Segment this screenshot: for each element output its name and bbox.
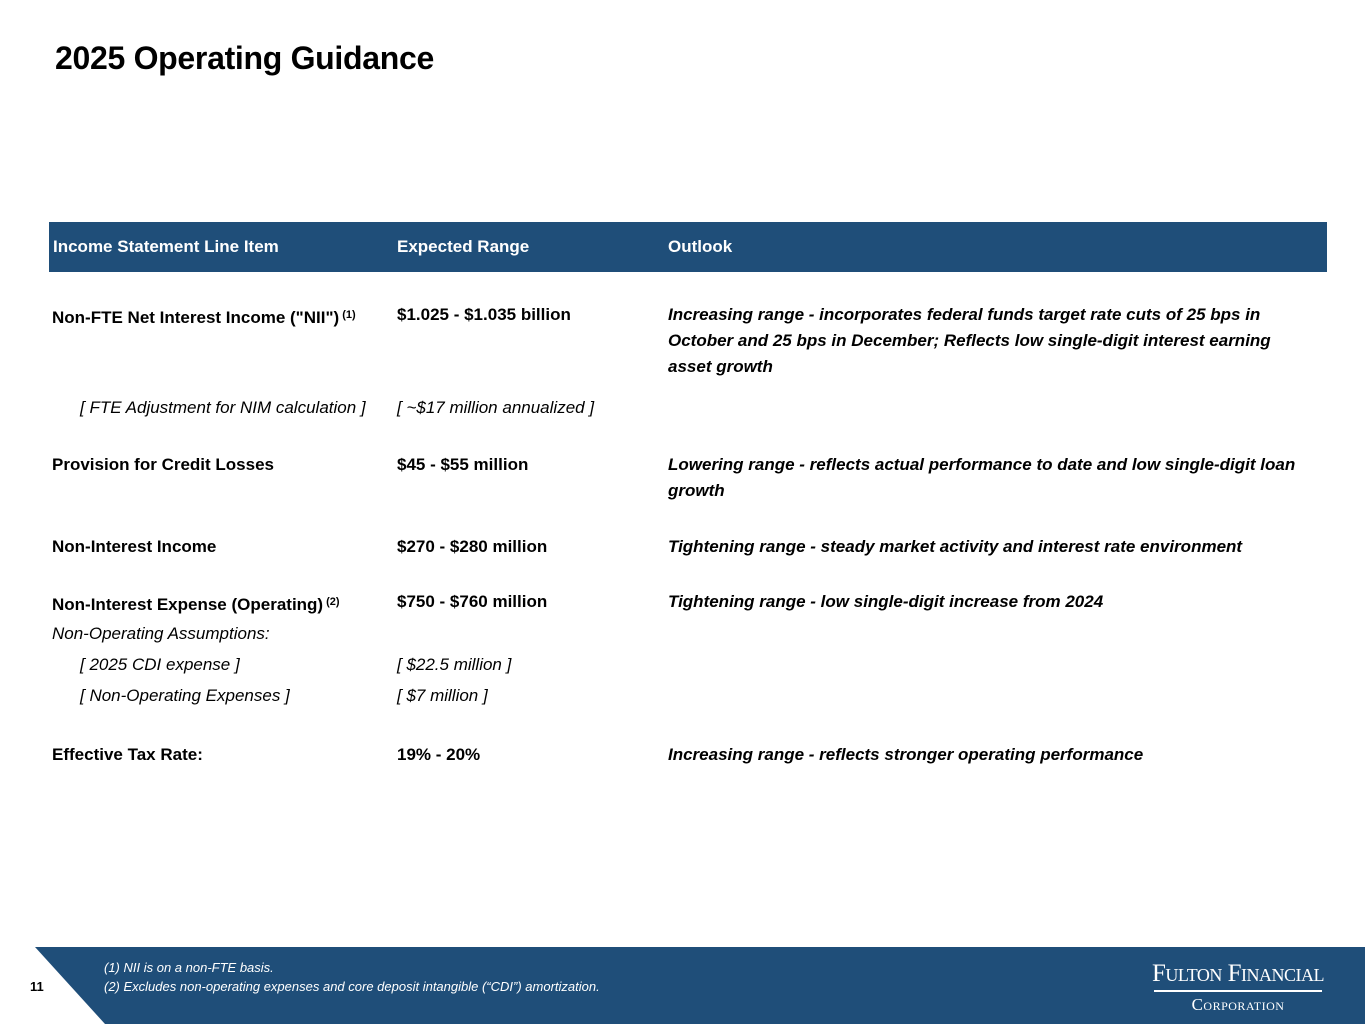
page-number: 11 <box>30 979 44 994</box>
row-nonint-income-range: $270 - $280 million <box>397 537 548 556</box>
row-cdi-item: [ 2025 CDI expense ] <box>80 655 240 674</box>
row-nonint-expense-item: Non-Interest Expense (Operating) $^{(2)}$ <box>52 595 340 614</box>
page-title: 2025 Operating Guidance <box>55 40 435 76</box>
logo-line-1: Fulton Financial <box>1151 960 1325 987</box>
table-header <box>49 222 1327 272</box>
row-provision-range: $45 - $55 million <box>397 455 529 474</box>
row-nonop-assumptions-label: Non-Operating Assumptions: <box>52 624 270 643</box>
row-fte-range: [ ~$17 million annualized ] <box>397 398 595 417</box>
row-tax-range: 19% - 20% <box>397 745 481 764</box>
row-nonop-expenses-range: [ $7 million ] <box>397 686 488 705</box>
row-nii-range: $1.025 - $1.035 billion <box>397 305 571 324</box>
row-nonint-income-item: Non-Interest Income <box>52 537 217 556</box>
row-nonint-income-outlook: Tightening range - steady market activity and interest rate environment <box>668 537 1243 556</box>
logo-line-2: Corporation <box>1191 995 1285 1014</box>
row-fte-item: [ FTE Adjustment for NIM calculation ] <box>80 398 366 417</box>
row-nii-outlook: Increasing range - incorporates federal funds target rate cuts of 25 bps in October and 25 bps in December; Reflects low single-digit interest earning asset growth <box>668 305 1271 376</box>
company-logo <box>1150 960 1326 1018</box>
row-provision-item: Provision for Credit Losses <box>52 455 274 474</box>
header-line-item: Income Statement Line Item <box>53 237 279 256</box>
header-outlook: Outlook <box>668 237 733 256</box>
header-expected-range: Expected Range <box>397 237 530 256</box>
row-tax-outlook: Increasing range - reflects stronger operating performance <box>668 745 1144 764</box>
row-nonop-expenses-item: [ Non-Operating Expenses ] <box>80 686 290 705</box>
row-provision-outlook: Lowering range - reflects actual performance to date and low single-digit loan growth <box>668 455 1296 500</box>
footnote-2: (2) Excludes non-operating expenses and core deposit intangible (“CDI”) amortization. <box>104 979 600 994</box>
row-cdi-range: [ $22.5 million ] <box>397 655 512 674</box>
footnote-ref-1: (1) <box>342 309 356 321</box>
footnote-ref-2: (2) <box>326 596 340 608</box>
row-nonint-expense-outlook: Tightening range - low single-digit increase from 2024 <box>668 592 1104 611</box>
row-nonint-expense-range: $750 - $760 million <box>397 592 548 611</box>
row-tax-item: Effective Tax Rate: <box>52 745 203 764</box>
row-nii-item: Non-FTE Net Interest Income ("NII") $^{(1)}$ <box>52 308 356 327</box>
logo-rule <box>1154 990 1322 992</box>
footnote-1: (1) NII is on a non-FTE basis. <box>104 960 274 975</box>
